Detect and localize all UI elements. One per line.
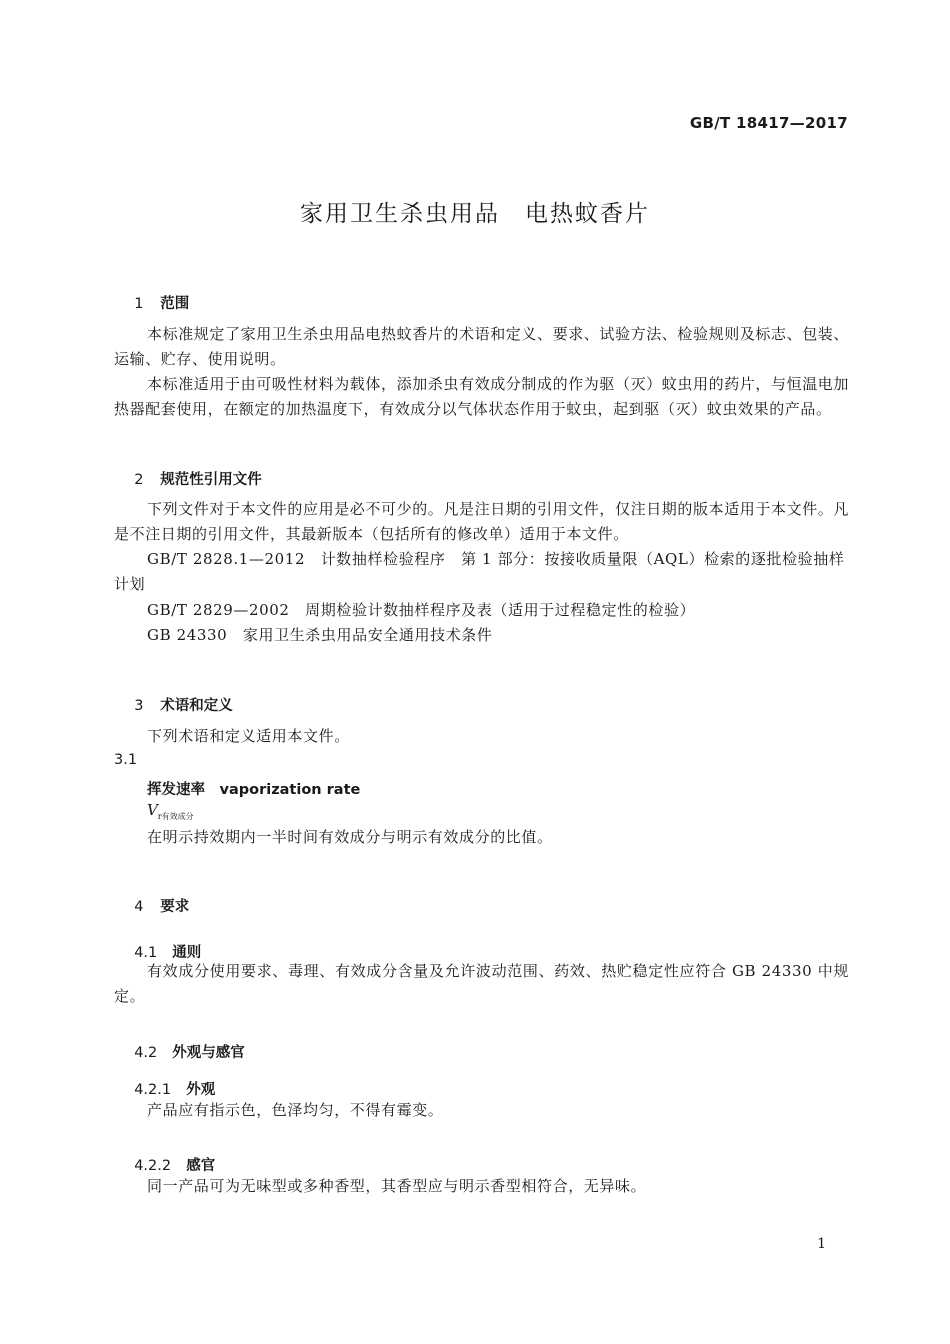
section-title: 规范性引用文件 [160,472,262,488]
subsection-number: 4.2.2 [134,1158,172,1174]
section-title: 术语和定义 [160,698,233,714]
subsection-title: 外观与感官 [172,1045,245,1061]
subsection-title: 外观 [186,1082,216,1098]
term-symbol [147,801,194,822]
section-number: 4 [134,899,144,915]
standard-code: GB/T 18417—2017 [689,114,848,132]
subsection-number: 4.1 [134,945,158,961]
section-title: 范围 [160,296,190,312]
section-number: 3 [134,698,144,714]
normative-reference: GB 24330 家用卫生杀虫用品安全通用技术条件 [147,626,493,644]
symbol-subscript: r有效成分 [157,812,194,821]
normative-reference: GB/T 2829—2002 周期检验计数抽样程序及表（适用于过程稳定性的检验） [147,601,696,619]
section-3-heading [114,678,233,731]
subsection-number: 4.2 [134,1045,158,1061]
normative-reference: GB/T 2828.1—2012 计数抽样检验程序 第 1 部分：按接收质量限（AQL）检索的逐批检验抽样计划 [114,550,845,593]
page-number: 1 [817,1236,826,1252]
term-definition: 在明示持效期内一半时间有效成分与明示有效成分的比值。 [147,828,553,846]
section-2-paragraph-1: 下列文件对于本文件的应用是必不可少的。凡是注日期的引用文件，仅注日期的版本适用于本文件。凡是不注日期的引用文件，其最新版本（包括所有的修改单）适用于本文件。 [114,500,850,543]
section-number: 2 [134,472,144,488]
subsection-title: 感官 [186,1158,216,1174]
section-3-paragraph-1: 下列术语和定义适用本文件。 [147,727,350,745]
section-1-paragraph-2: 本标准适用于由可吸性材料为载体，添加杀虫有效成分制成的作为驱（灭）蚊虫用的药片，与恒温电加热器配套使用，在额定的加热温度下，有效成分以气体状态作用于蚊虫，起到驱（灭）蚊虫效果的产品。 [114,375,850,418]
term-name: 挥发速率 vaporization rate [147,782,361,798]
subsection-4-2-2-text: 同一产品可为无味型或多种香型，其香型应与明示香型相符合，无异味。 [147,1177,647,1195]
subsection-title: 通则 [172,945,202,961]
section-number: 1 [134,296,144,312]
term-number: 3.1 [114,752,138,768]
document-title: 家用卫生杀虫用品 电热蚊香片 [300,201,650,227]
subsection-4-2-1-text: 产品应有指示色，色泽均匀，不得有霉变。 [147,1101,444,1119]
section-1-paragraph-1: 本标准规定了家用卫生杀虫用品电热蚊香片的术语和定义、要求、试验方法、检验规则及标志、包装、运输、贮存、使用说明。 [114,325,850,368]
subsection-4-1-text: 有效成分使用要求、毒理、有效成分含量及允许波动范围、药效、热贮稳定性应符合 GB 24330 中规定。 [114,962,849,1005]
section-title: 要求 [160,899,190,915]
subsection-number: 4.2.1 [134,1082,172,1098]
symbol-main: V [147,801,158,819]
